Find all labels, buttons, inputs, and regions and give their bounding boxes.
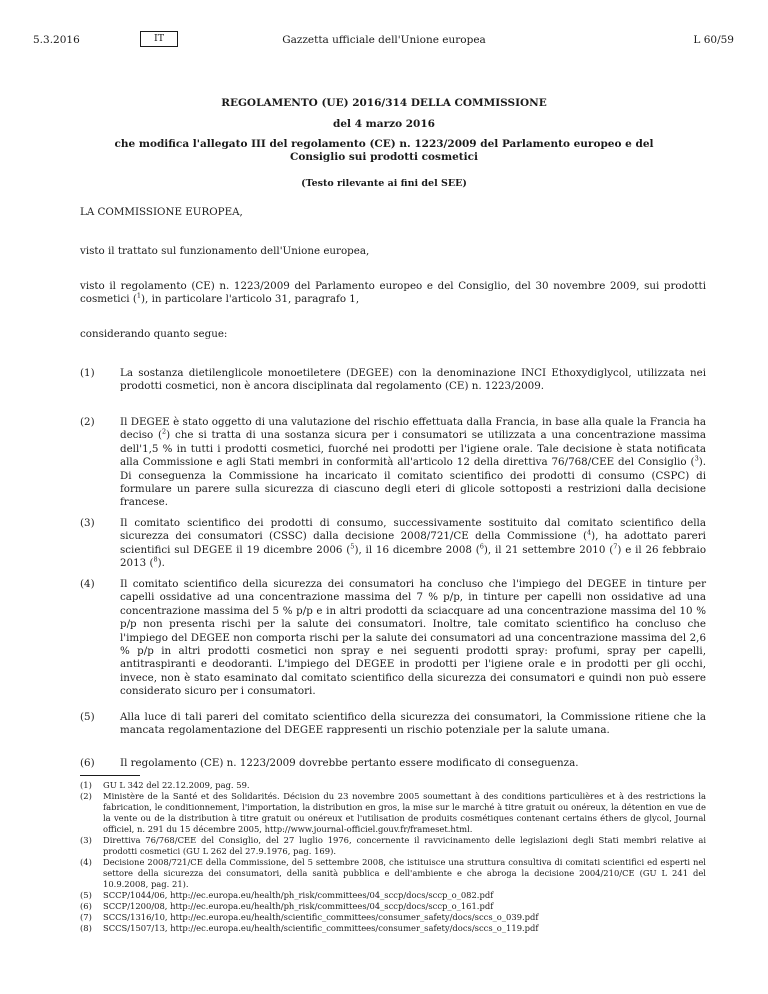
footnote-ref[interactable]: 3 [694,454,699,463]
recital-text: Il comitato scientifico della sicurezza dei consumatori ha concluso che l'impiego del DEGEE in tinture per capelli ossidative ad una concentrazione massima del 7 % p/p, in tinture per capelli non ossidative ad una concentrazione massima del 5 % p/p e in altri prodotti da sciacquare ad una concentrazione massima del 10 % p/p non presenta rischi per la salute dei consumatori. Inoltre, tale comitato scientifico ha concluso che l'impiego del DEGEE non comporta rischi per la salute dei consumatori ad una concentrazione massima del 2,6 % p/p in altri prodotti cosmetici non spray e nei seguenti prodotti spray: profumi, spray per capelli, antitraspiranti e deodoranti. L'impiego del DEGEE in prodotti per l'igiene orale e in prodotti per gli occhi, invece, non è stato esaminato dal comitato scientifico della sicurezza dei consumatori e quindi non può essere considerato sicuro per i consumatori. [120,578,706,698]
citation-treaty: visto il trattato sul funzionamento dell'Unione europea, [80,245,370,257]
recital-text: Il comitato scientifico dei prodotti di consumo, successivamente sostituito dal comitato scientifico della sicurezza dei consumatori (CSSC) dalla decisione 2008/721/CE della Commissione ($^4$), ha adottato pareri scientifici sul DEGEE il 19 dicembre 2006 ($^5$), il 16 dicembre 2008 ($^6$), il 21 settembre 2010 ($^7$) e il 26 febbraio 2013 ($^8$). [120,517,707,570]
regulation-title: REGOLAMENTO (UE) 2016/314 DELLA COMMISSIONE [221,97,547,109]
footnote-ref[interactable]: 6 [479,542,484,551]
language-badge: IT [140,31,178,47]
footnote-8: (8) SCCS/1507/13, http://ec.europa.eu/health/scientific_committees/consumer_safety/docs/sccs_o_119.pdf [80,923,539,933]
recital-4 [80,578,706,699]
issuing-authority: LA COMMISSIONE EUROPEA, [80,206,243,218]
eea-relevance: (Testo rilevante ai fini del SEE) [301,178,467,189]
journal-title: Gazzetta ufficiale dell'Unione europea [282,34,486,46]
footnote-ref[interactable]: 8 [153,555,158,564]
footnote-6: (6) SCCP/1200/08, http://ec.europa.eu/health/ph_risk/committees/04_sccp/docs/sccp_o_161.pdf [80,901,494,911]
recital-1 [80,367,706,394]
citation-regulation: visto il regolamento (CE) n. 1223/2009 del Parlamento europeo e del Consiglio, del 30 novembre 2009, sui prodotti cosmetici ($^1$), in particolare l'articolo 31, paragrafo 1, [80,280,706,306]
footnote-ref[interactable]: 7 [613,542,618,551]
footnote-5: (5) SCCP/1044/06, http://ec.europa.eu/health/ph_risk/committees/04_sccp/docs/sccp_o_082.pdf [80,890,494,900]
recital-5 [80,711,706,738]
footnote-2: (2) Ministère de la Santé et des Solidarités. Décision du 23 novembre 2005 soumettant à des conditions particulières et à des restrictions la fabrication, le conditionnement, l'importation, la distribution en gros, la mise sur le marché à titre gratuit ou onéreux, la détention en vue de la vente ou de la distribution à titre gratuit ou onéreux et l'utilisation de produits cosmétiques contenant certains éthers de glycol, Journal officiel, n. 291 du 15 décembre 2005, http://www.journal-officiel.gouv.fr/frameset.html. [80,791,706,834]
recital-number: (6) [80,757,95,769]
recital-text: Alla luce di tali pareri del comitato scientifico della sicurezza dei consumatori, la Commissione ritiene che la mancata regolamentazione del DEGEE rappresenti un rischio potenziale per la salute umana. [120,711,706,737]
recital-6 [80,757,706,770]
footnote-1: (1) GU L 342 del 22.12.2009, pag. 59. [80,780,250,790]
page-reference: L 60/59 [693,34,734,46]
footnote-ref[interactable]: 2 [162,427,167,436]
header-date: 5.3.2016 [33,34,80,46]
recital-2 [80,416,706,510]
footnote-ref[interactable]: 4 [587,528,592,537]
footnote-4: (4) Decisione 2008/721/CE della Commissione, del 5 settembre 2008, che istituisce una struttura consultiva di comitati scientifici ed esperti nel settore della sicurezza dei consumatori, della sanità pubblica e dell'ambiente e che abroga la decisione 2004/210/CE (GU L 241 del 10.9.2008, pag. 21). [80,857,706,889]
footnote-7: (7) SCCS/1316/10, http://ec.europa.eu/health/scientific_committees/consumer_safety/docs/sccs_o_039.pdf [80,912,539,922]
footnote-ref[interactable]: 1 [136,291,142,300]
footnotes [80,780,706,934]
footnote-ref[interactable]: 5 [350,542,355,551]
recital-text: Il regolamento (CE) n. 1223/2009 dovrebbe pertanto essere modificato di conseguenza. [120,757,579,769]
recital-number: (5) [80,711,95,723]
regulation-date: del 4 marzo 2016 [333,118,435,130]
regulation-subject: che modifica l'allegato III del regolamento (CE) n. 1223/2009 del Parlamento europeo e del Consiglio sui prodotti cosmetici [114,138,654,163]
recital-text: La sostanza dietilenglicole monoetiletere (DEGEE) con la denominazione INCI Ethoxydiglycol, utilizzata nei prodotti cosmetici, non è ancora disciplinata dal regolamento (CE) n. 1223/2009. [120,367,706,393]
footnote-divider [80,775,140,776]
recital-number: (2) [80,416,95,428]
recital-number: (1) [80,367,95,379]
recital-text: Il DEGEE è stato oggetto di una valutazione del rischio effettuata dalla Francia, in base alla quale la Francia ha deciso ($^2$) che si tratta di una sostanza sicura per i consumatori se utilizzata a una concentrazione massima dell'1,5 % in tutti i prodotti cosmetici, fuorché nei prodotti per l'igiene orale. Tale decisione è stata notificata alla Commissione e agli Stati membri in conformità all'articolo 12 della direttiva 76/768/CEE del Consiglio ($^3$). Di conseguenza la Commissione ha incaricato il comitato scientifico dei prodotti di consumo (CSPC) di formulare un parere sulla sicurezza di ciascuno degli eteri di glicole sottoposti a restrizioni dalla decisione francese. [120,416,706,509]
recital-3 [80,517,706,571]
recital-number: (3) [80,517,95,529]
footnote-3: (3) Direttiva 76/768/CEE del Consiglio, del 27 luglio 1976, concernente il ravvicinamento delle legislazioni degli Stati membri relative ai prodotti cosmetici (GU L 262 del 27.9.1976, pag. 169). [80,835,706,856]
whereas-intro: considerando quanto segue: [80,328,228,340]
recital-number: (4) [80,578,95,590]
